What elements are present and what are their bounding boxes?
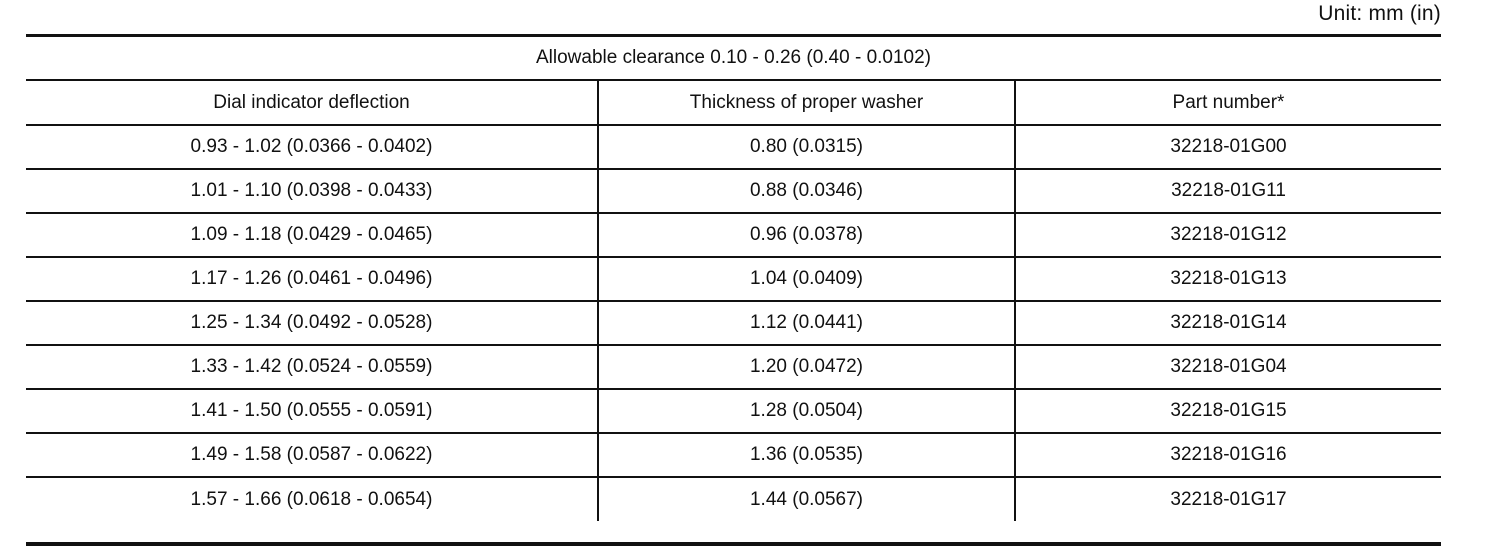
deflection-cell: 1.01 - 1.10 (0.0398 - 0.0433) bbox=[26, 169, 598, 213]
thickness-cell: 0.88 (0.0346) bbox=[598, 169, 1015, 213]
table-row bbox=[26, 125, 1441, 169]
part-number-cell: 32218-01G04 bbox=[1015, 345, 1441, 389]
part-number-cell: 32218-01G15 bbox=[1015, 389, 1441, 433]
part-number-cell: 32218-01G17 bbox=[1015, 477, 1441, 521]
table-row bbox=[26, 433, 1441, 477]
part-number-cell: 32218-01G11 bbox=[1015, 169, 1441, 213]
header-dial-indicator-deflection: Dial indicator deflection bbox=[26, 81, 598, 125]
deflection-cell: 1.33 - 1.42 (0.0524 - 0.0559) bbox=[26, 345, 598, 389]
deflection-cell: 1.09 - 1.18 (0.0429 - 0.0465) bbox=[26, 213, 598, 257]
thickness-cell: 1.28 (0.0504) bbox=[598, 389, 1015, 433]
thickness-cell: 1.04 (0.0409) bbox=[598, 257, 1015, 301]
deflection-cell: 1.57 - 1.66 (0.0618 - 0.0654) bbox=[190, 488, 433, 510]
table-row bbox=[26, 301, 1441, 345]
thickness-cell: 0.80 (0.0315) bbox=[598, 125, 1015, 169]
table-row bbox=[26, 257, 1441, 301]
deflection-cell: 1.49 - 1.58 (0.0587 - 0.0622) bbox=[26, 433, 598, 477]
clearance-row: Allowable clearance 0.10 - 0.26 (0.40 - 0.0102) bbox=[26, 37, 1441, 81]
washer-table bbox=[26, 81, 1441, 521]
header-row bbox=[26, 81, 1441, 125]
part-number-cell: 32218-01G00 bbox=[1015, 125, 1441, 169]
deflection-cell: 1.25 - 1.34 (0.0492 - 0.0528) bbox=[26, 301, 598, 345]
deflection-cell: 1.41 - 1.50 (0.0555 - 0.0591) bbox=[26, 389, 598, 433]
header-part-number: Part number* bbox=[1015, 81, 1441, 125]
thickness-cell: 1.12 (0.0441) bbox=[598, 301, 1015, 345]
bottom-rule bbox=[26, 542, 1441, 546]
part-number-cell: 32218-01G14 bbox=[1015, 301, 1441, 345]
table-row bbox=[26, 477, 1441, 521]
unit-label: Unit: mm (in) bbox=[1318, 2, 1441, 25]
table-row bbox=[26, 345, 1441, 389]
thickness-cell: 1.44 (0.0567) bbox=[598, 477, 1015, 521]
deflection-cell: 0.93 - 1.02 (0.0366 - 0.0402) bbox=[26, 125, 598, 169]
part-number-cell: 32218-01G16 bbox=[1015, 433, 1441, 477]
thickness-cell: 1.20 (0.0472) bbox=[598, 345, 1015, 389]
part-number-cell: 32218-01G13 bbox=[1015, 257, 1441, 301]
part-number-cell: 32218-01G12 bbox=[1015, 213, 1441, 257]
deflection-cell: 1.17 - 1.26 (0.0461 - 0.0496) bbox=[26, 257, 598, 301]
thickness-cell: 0.96 (0.0378) bbox=[598, 213, 1015, 257]
header-washer-thickness: Thickness of proper washer bbox=[598, 81, 1015, 125]
table-row bbox=[26, 213, 1441, 257]
table-row bbox=[26, 389, 1441, 433]
table-row bbox=[26, 169, 1441, 213]
thickness-cell: 1.36 (0.0535) bbox=[598, 433, 1015, 477]
